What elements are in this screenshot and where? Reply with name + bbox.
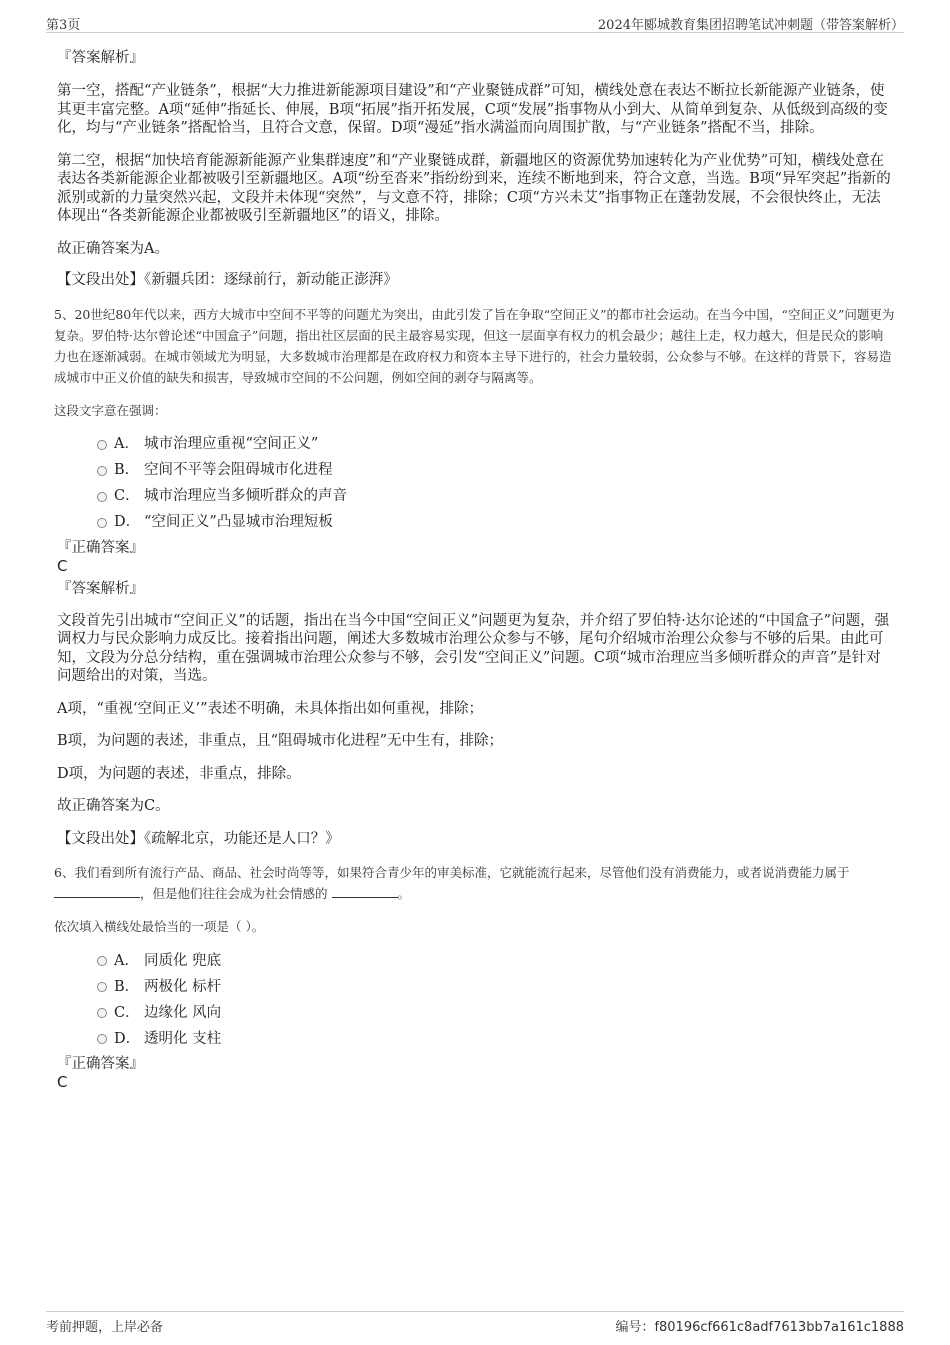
option-b[interactable]: B． 空间不平等会阻碍城市化进程 <box>97 456 895 482</box>
analysis-note: D项，为问题的表述，非重点，排除。 <box>57 765 301 782</box>
footer-motto: 考前押题，上岸必备 <box>46 1320 164 1335</box>
question-prompt: 依次填入横线处最恰当的一项是（ ）。 <box>54 919 265 934</box>
document-code: 编号：f80196cf661c8adf7613bb7a161c1888 <box>615 1320 904 1335</box>
analysis-note: A项，“重视‘空间正义’”表述不明确，未具体指出如何重视，排除； <box>57 700 484 717</box>
conclusion-text: 故正确答案为C。 <box>57 798 170 814</box>
option-d[interactable]: D． “空间正义”凸显城市治理短板 <box>97 508 895 534</box>
analysis-paragraph: 第二空，根据“加快培育能源新能源产业集群速度”和“产业聚链成群，新疆地区的资源优势加速转化为产业优势”可知，横线处意在表达各类新能源企业都被吸引至新疆地区。A项“纷至沓来”指纷纷到来，连续不断地到来，符合文意，当选。B项“异军突起”指新的派别或新的力量突然兴起，文段并未体现“突然”，与文意不符，排除；C项“方兴未艾”指事物正在蓬勃发展，不会很快终止，无法体现出“各类新能源企业都被吸引至新疆地区”的语义，排除。 <box>57 152 891 224</box>
radio-icon[interactable] <box>97 440 107 450</box>
fill-blank <box>54 885 140 898</box>
page-footer <box>46 1311 904 1334</box>
option-c[interactable]: C． 城市治理应当多倾听群众的声音 <box>97 482 895 508</box>
analysis-label: 『答案解析』 <box>57 50 144 66</box>
radio-icon[interactable] <box>97 1034 107 1044</box>
radio-icon[interactable] <box>97 982 107 992</box>
option-list <box>97 946 895 1050</box>
question-stem: 6、我们看到所有流行产品、商品、社会时尚等等，如果符合青少年的审美标准，它就能流行起来，尽管他们没有消费能力，或者说消费能力属于 ，但是他们往往会成为社会情感的 。 <box>54 865 850 901</box>
option-a[interactable]: A． 同质化 兜底 <box>97 946 895 972</box>
question-prompt: 这段文字意在强调： <box>54 402 167 418</box>
radio-icon[interactable] <box>97 518 107 528</box>
radio-icon[interactable] <box>97 466 107 476</box>
analysis-note: B项，为问题的表述，非重点，且“阻碍城市化进程”无中生有，排除； <box>57 733 503 749</box>
question-stem: 5、20世纪80年代以来，西方大城市中空间不平等的问题尤为突出，由此引发了旨在争取“空间正义”的都市社会运动。在当今中国，“空间正义”问题更为复杂。罗伯特·达尔曾论述“中国盒子”问题，指出社区层面的民主最容易实现，但这一层面享有权力的机会最少；越往上走，权力越大，但是民众的影响力也在逐渐减弱。在城市领域尤为明显，大多数城市治理都是在政府权力和资本主导下进行的，社会力量较弱，公众参与不够。在这样的背景下，容易造成城市中正义价值的缺失和损害，导致城市空间的不公问题，例如空间的剥夺与隔离等。 <box>54 306 895 385</box>
document-title: 2024年郾城教育集团招聘笔试冲刺题（带答案解析） <box>597 18 904 33</box>
conclusion-text: 故正确答案为A。 <box>57 240 169 257</box>
source-citation: 【文段出处】《新疆兵团：逐绿前行，新动能正澎湃》 <box>57 272 398 288</box>
document-body <box>54 46 895 1091</box>
analysis-paragraph: 第一空，搭配“产业链条”，根据“大力推进新能源项目建设”和“产业聚链成群”可知，横线处意在表达不断拉长新能源产业链条，使其更丰富完整。A项“延伸”指延长、伸展，B项“拓展”指开拓发展，C项“发展”指事物从小到大、从简单到复杂、从低级到高级的变化，均与“产业链条”搭配恰当，且符合文意，保留。D项“漫延”指水满溢而向周围扩散，与“产业链条”搭配不当，排除。 <box>57 83 888 136</box>
option-b[interactable]: B． 两极化 标杆 <box>97 972 895 998</box>
page-number: 第3页 <box>46 18 81 33</box>
analysis-label: 『答案解析』 <box>57 580 144 597</box>
radio-icon[interactable] <box>97 956 107 966</box>
answer-label: 『正确答案』 <box>57 539 144 556</box>
answer-value: C <box>57 556 68 575</box>
option-d[interactable]: D． 透明化 支柱 <box>97 1024 895 1050</box>
source-citation: 【文段出处】《疏解北京，功能还是人口？》 <box>57 830 340 847</box>
answer-value: C <box>57 1073 68 1091</box>
radio-icon[interactable] <box>97 1008 107 1018</box>
page-header <box>46 12 904 33</box>
analysis-paragraph: 文段首先引出城市“空间正义”的话题，指出在当今中国“空间正义”问题更为复杂，并介绍了罗伯特·达尔论述的“中国盒子”问题，强调权力与民众影响力成反比。接着指出问题，阐述大多数城市治理公众参与不够，尾句介绍城市治理公众参与不够的后果。由此可知，文段为分总分结构，重在强调城市治理公众参与不够，会引发“空间正义”问题。C项“城市治理应当多倾听群众的声音”是针对问题给出的对策，当选。 <box>57 612 890 684</box>
option-c[interactable]: C． 边缘化 风向 <box>97 998 895 1024</box>
option-list <box>97 430 895 534</box>
radio-icon[interactable] <box>97 492 107 502</box>
answer-label: 『正确答案』 <box>57 1056 144 1072</box>
fill-blank <box>332 885 398 898</box>
option-a[interactable]: A． 城市治理应重视“空间正义” <box>97 430 895 456</box>
